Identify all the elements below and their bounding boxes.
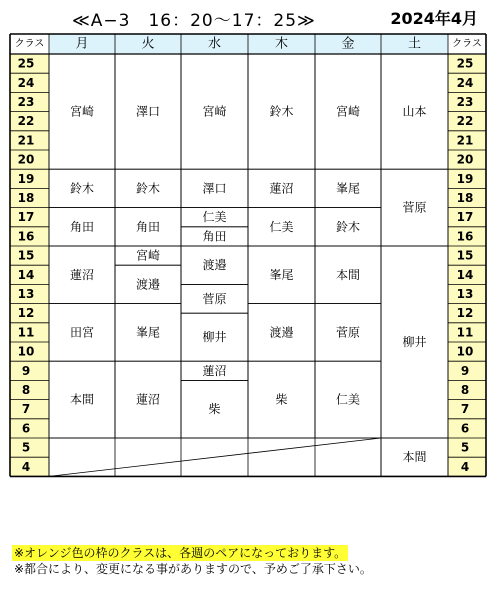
class-number-right: 4 [460,459,470,474]
class-number-left: 20 [17,152,35,167]
teacher-name: 鈴木 [69,181,95,196]
teacher-name: 澤口 [202,181,227,196]
class-number-left: 14 [17,267,35,282]
schedule-title: ≪A−3 16：20〜17：25≫ [72,11,316,31]
notes [12,545,372,577]
class-number-right: 19 [456,171,474,186]
teacher-name: 峯尾 [135,325,161,340]
class-number-right: 11 [456,325,474,340]
teacher-name: 仁美 [202,210,227,225]
teacher-name: 仁美 [269,219,294,234]
teacher-name: 角田 [69,219,95,234]
class-number-left: 19 [17,171,35,186]
schedule-month: 2024年4月 [390,9,478,28]
teacher-name: 山本 [402,104,427,119]
teacher-name: 峯尾 [335,181,361,196]
class-number-left: 15 [17,248,35,263]
teacher-name: 柳井 [202,330,227,345]
teacher-name: 本間 [402,450,427,465]
teacher-name: 蓮沼 [135,392,161,407]
column-header-0: クラス [14,38,45,50]
class-number-right: 22 [456,114,474,129]
class-number-right: 24 [456,75,474,90]
teacher-name: 鈴木 [269,104,294,119]
column-header-2: 火 [141,36,155,52]
class-number-left: 8 [21,383,31,397]
teacher-name: 宮崎 [135,248,161,263]
class-number-left: 22 [17,114,35,129]
class-number-left: 21 [17,133,35,148]
column-header-5: 金 [341,36,355,52]
class-number-left: 23 [17,95,35,109]
class-number-right: 25 [456,56,474,71]
teacher-name: 菅原 [335,325,361,340]
class-number-right: 17 [456,210,474,225]
teacher-name: 仁美 [335,392,361,407]
note-pair-classes: ※オレンジ色の枠のクラスは、各週のペアになっております。 [14,546,347,560]
class-number-right: 7 [460,402,470,417]
column-header-4: 木 [274,36,289,52]
class-number-right: 14 [456,267,474,282]
teacher-name: 澤口 [135,104,161,119]
teacher-name: 宮崎 [69,104,95,119]
teacher-name: 渡邉 [202,258,227,273]
teacher-name: 峯尾 [269,267,294,282]
class-number-right: 6 [460,421,470,436]
class-number-left: 6 [21,421,31,436]
class-number-right: 20 [456,152,474,167]
column-header-1: 月 [75,36,89,52]
class-number-left: 9 [21,363,31,378]
no-class-diagonal [49,438,381,476]
teacher-name: 宮崎 [202,104,227,119]
class-number-left: 25 [17,56,35,71]
class-number-right: 21 [456,133,474,148]
teacher-name: 蓮沼 [202,363,227,378]
class-number-right: 16 [456,229,474,244]
teacher-name: 宮崎 [335,104,361,119]
class-number-right: 10 [456,344,474,359]
teacher-name: 本間 [335,267,361,282]
teacher-name: 菅原 [402,200,427,215]
class-number-left: 4 [21,459,31,474]
class-number-right: 15 [456,248,474,263]
teacher-name: 角田 [202,229,227,244]
teacher-name: 渡邉 [135,277,161,292]
teacher-name: 蓮沼 [69,267,95,282]
teacher-name: 柴 [275,392,288,407]
teacher-name: 鈴木 [335,219,361,234]
teacher-name: 本間 [69,392,95,407]
teacher-name: 柴 [208,402,221,417]
class-number-left: 16 [17,229,35,244]
class-number-left: 12 [17,306,35,321]
teacher-name: 蓮沼 [269,181,294,196]
class-number-left: 7 [21,402,31,417]
class-number-left: 5 [21,440,31,455]
teacher-name: 菅原 [202,291,227,306]
class-number-right: 12 [456,306,474,321]
class-number-left: 18 [17,191,35,205]
class-number-left: 10 [17,344,35,359]
teacher-name: 鈴木 [135,181,161,196]
class-number-right: 5 [460,440,470,455]
class-number-left: 13 [17,287,35,301]
class-number-right: 9 [460,363,470,378]
class-number-left: 11 [17,325,35,340]
weekday-header-band [49,34,448,54]
class-number-left: 17 [17,210,35,225]
class-number-right: 8 [460,383,470,397]
class-number-left: 24 [17,75,35,90]
teacher-name: 角田 [135,219,161,234]
class-number-right: 18 [456,191,474,205]
teacher-name: 田宮 [69,325,95,340]
teacher-name: 柳井 [402,335,427,349]
class-number-right: 23 [456,95,474,109]
column-header-3: 水 [207,36,222,52]
column-header-7: クラス [452,38,482,50]
column-header-6: 土 [407,36,422,52]
class-number-right: 13 [456,287,474,301]
note-subject-to-change: ※都合により、変更になる事がありますので、予めご了承下さい。 [14,562,372,576]
teacher-name: 渡邉 [269,325,294,340]
